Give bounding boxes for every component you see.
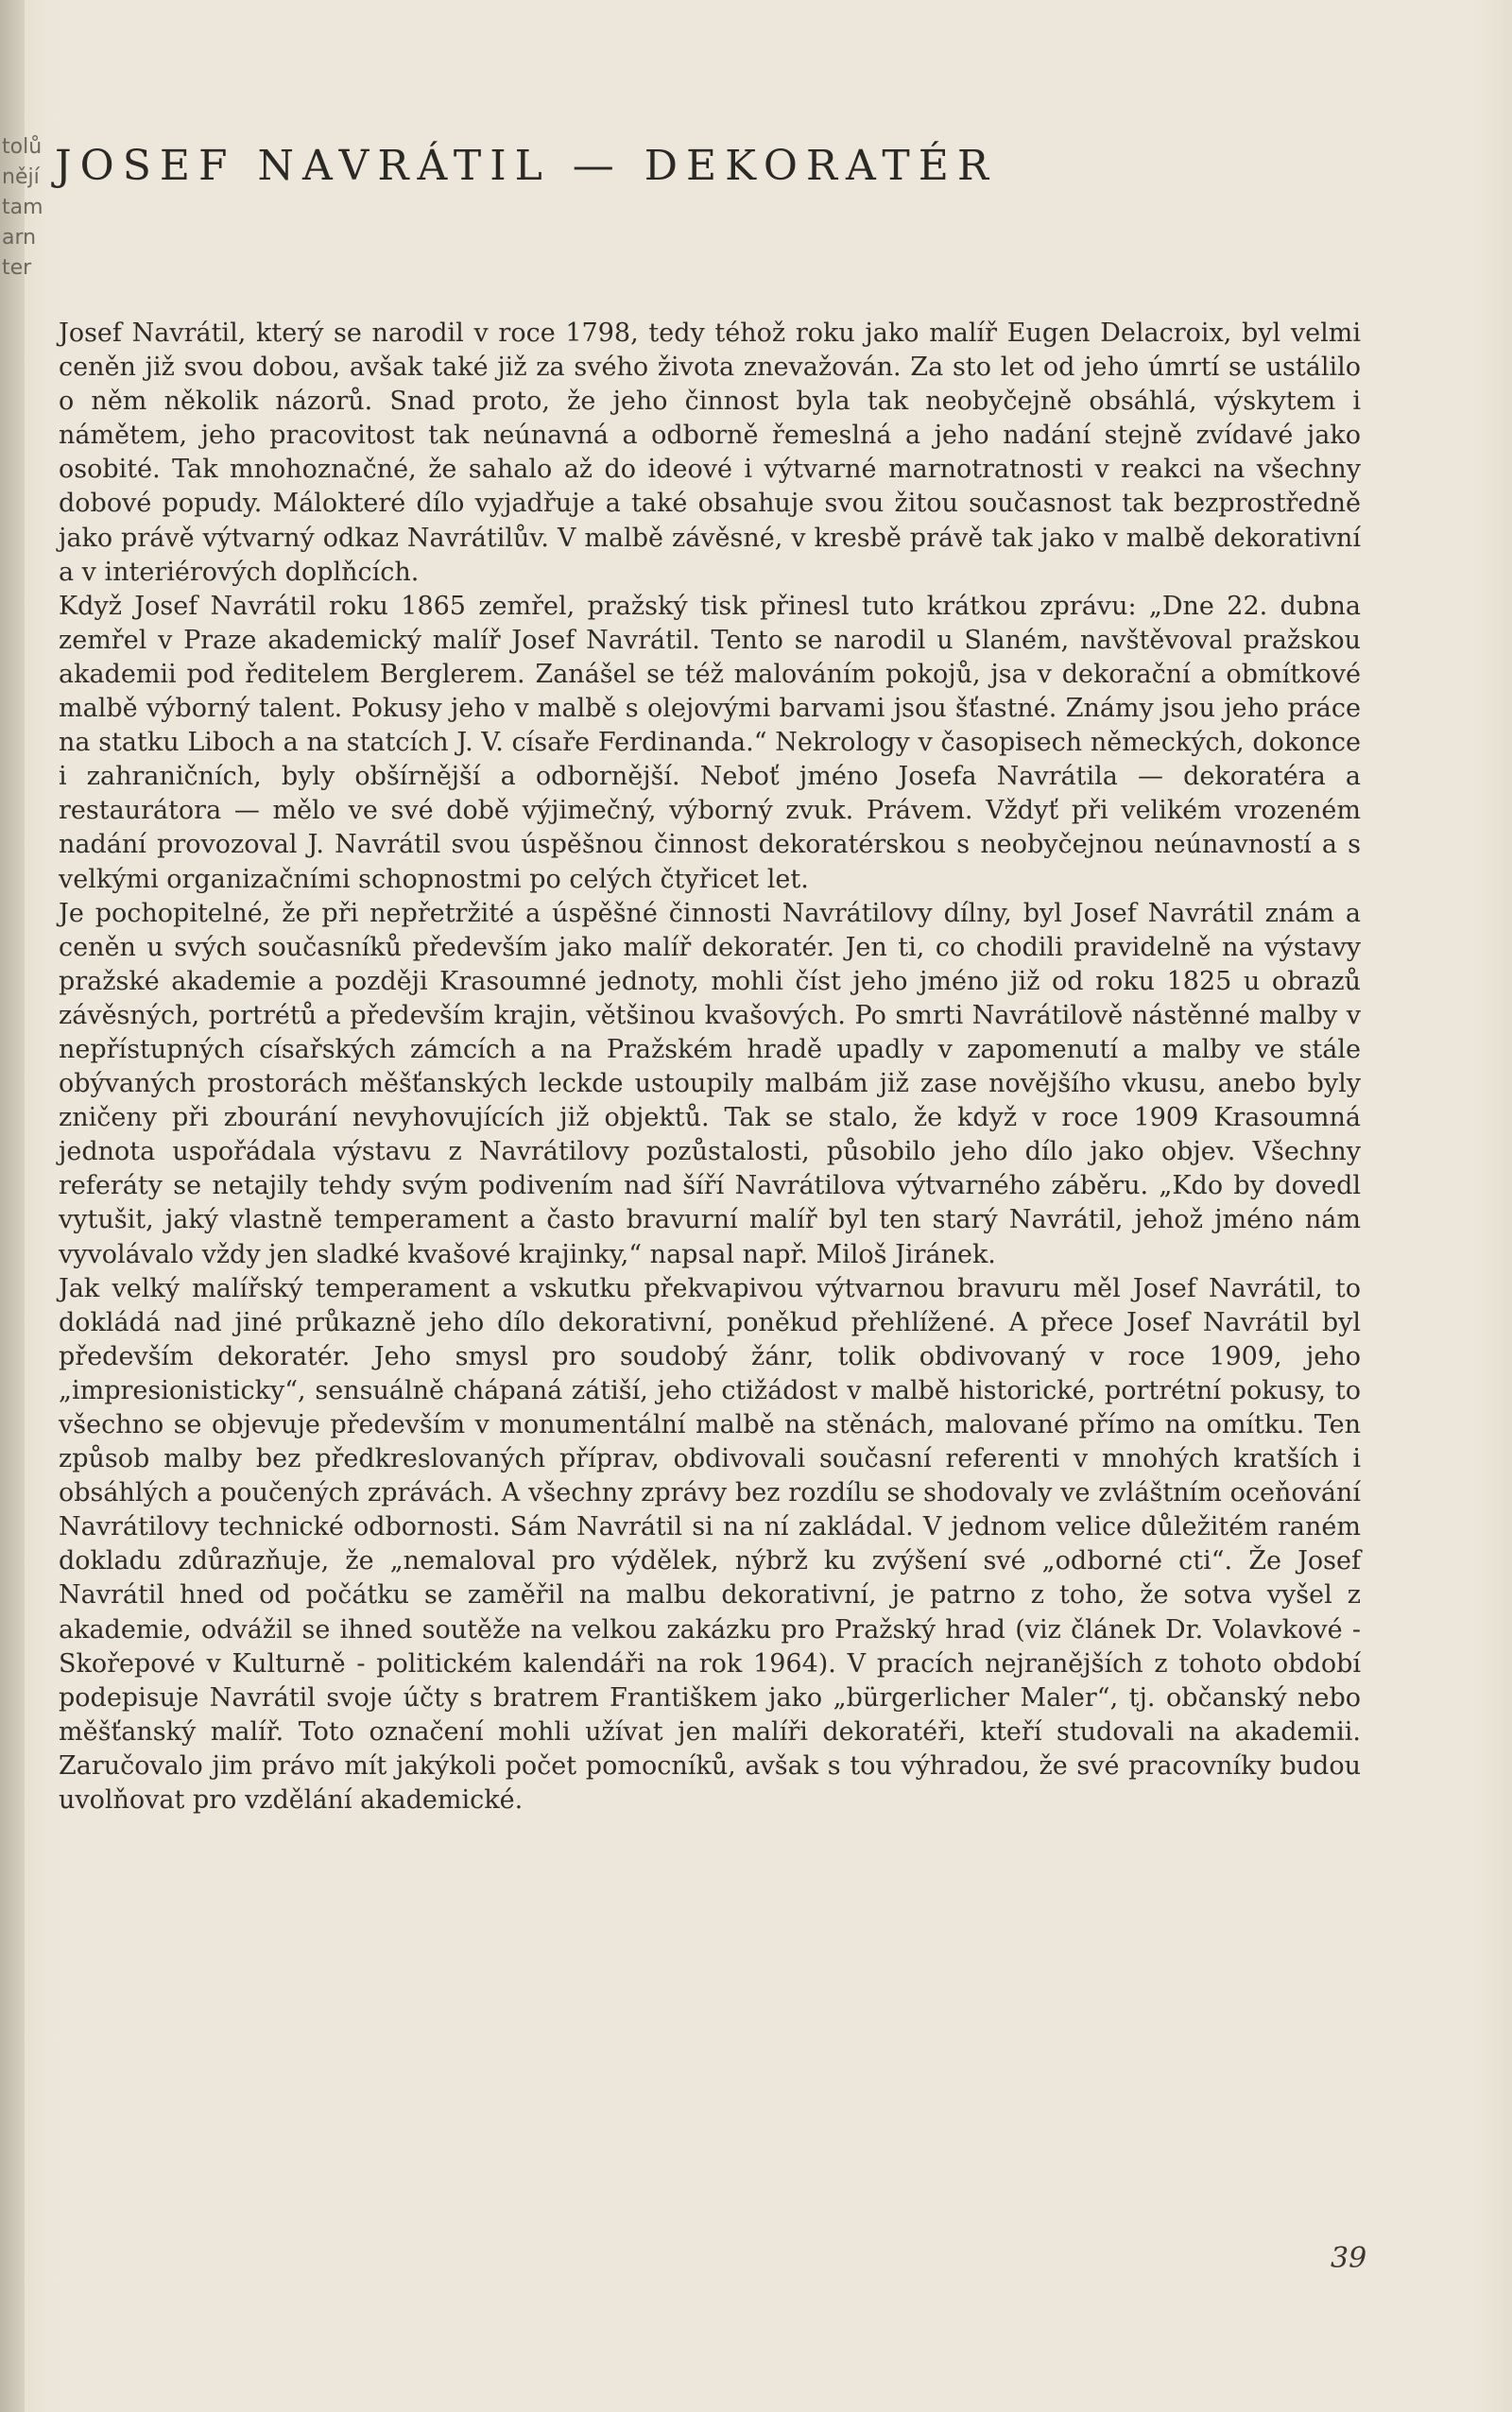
bleed-fragment: arn bbox=[2, 226, 37, 250]
paragraph-3: Je pochopitelné, že při nepřetržité a úspěšné činnosti Navrátilovy dílny, byl Josef Navrátil znám a ceněn u svých současníků především jako malíř dekoratér. Jen ti, co chodili pravidelně na výstavy pražské akademie a později Krasoumné jednoty, mohli číst jeho jméno již od roku 1825 u obrazů závěsných, portrétů a především krajin, většinou kvašových. Po smrti Navrátilově nástěnné malby v nepřístupných císařských zámcích a na Pražském hradě upadly v zapomenutí a malby ve stále obývaných prostorách měšťanských leckde ustoupily malbám již zase novějšího vkusu, anebo byly zničeny při zbourání nevyhovujících již objektů. Tak se stalo, že když v roce 1909 Krasoumná jednota uspořádala výstavu z Navrátilovy pozůstalosti, působilo jeho dílo jako objev. Všechny referáty se netajily tehdy svým podivením nad šíří Navrátilova výtvarného záběru. „Kdo by dovedl vytušit, jaký vlastně temperament a často bravurní malíř byl ten starý Navrátil, jehož jméno nám vyvolávalo vždy jen sladké kvašové krajinky,“ napsal např. Miloš Jiránek. bbox=[59, 898, 1361, 1269]
paragraph-1: Josef Navrátil, který se narodil v roce 1798, tedy téhož roku jako malíř Eugen Delacroix, byl velmi ceněn již svou dobou, avšak také již za svého života znevažován. Za sto let od jeho úmrtí se ustálilo o něm několik názorů. Snad proto, že jeho činnost byla tak neobyčejně obsáhlá, výskytem i námětem, jeho pracovitost tak neúnavná a odborně řemeslná a jeho nadání stejně zvídavé jako osobité. Tak mnohoznačné, že sahalo až do ideové i výtvarné marnotratnosti v reakci na všechny dobové popudy. Málokteré dílo vyjadřuje a také obsahuje svou žitou současnost tak bezprostředně jako právě výtvarný odkaz Navrátilův. V malbě závěsné, v kresbě právě tak jako v malbě dekorativní a v interiérových doplňcích. bbox=[59, 319, 1361, 587]
paragraph-2: Když Josef Navrátil roku 1865 zemřel, pražský tisk přinesl tuto krátkou zprávu: „Dne 22. dubna zemřel v Praze akademický malíř Josef Navrátil. Tento se narodil u Slaném, navštěvoval pražskou akademii pod ředitelem Berglerem. Zanášel se též malováním pokojů, jsa v dekorační a obmítkové malbě výborný talent. Pokusy jeho v malbě s olejovými barvami jsou šťastné. Známy jsou jeho práce na statku Liboch a na statcích J. V. císaře Ferdinanda.“ Nekrology v časopisech německých, dokonce i zahraničních, byly obšírnější a odbornější. Neboť jméno Josefa Navrátila — dekoratéra a restaurátora — mělo ve své době výjimečný, výborný zvuk. Právem. Vždyť při velikém vrozeném nadání provozoval J. Navrátil svou úspěšnou činnost dekoratérskou s neobyčejnou neúnavností a s velkými organizačními schopnostmi po celých čtyřicet let. bbox=[59, 591, 1361, 894]
article-body bbox=[59, 317, 1361, 1818]
bleed-fragment: tam bbox=[2, 196, 43, 219]
previous-page-bleed bbox=[2, 132, 47, 284]
article-heading: JOSEF NAVRÁTIL — DEKORATÉR bbox=[55, 142, 998, 190]
paragraph-4: Jak velký malířský temperament a vskutku překvapivou výtvarnou bravuru měl Josef Navrátil, to dokládá nad jiné průkazně jeho dílo dekorativní, poněkud přehlížené. A přece Josef Navrátil byl především dekoratér. Jeho smysl pro soudobý žánr, tolik obdivovaný v roce 1909, jeho „impresionisticky“, sensuálně chápaná zátiší, jeho ctižádost v malbě historické, portrétní pokusy, to všechno se objevuje především v monumentální malbě na stěnách, malované přímo na omítku. Ten způsob malby bez předkreslovaných příprav, obdivovali současní referenti v mnohých kratších i obsáhlých a poučených zprávách. A všechny zprávy bez rozdílu se shodovaly ve zvláštním oceňování Navrátilovy technické odbornosti. Sám Navrátil si na ní zakládal. V jednom velice důležitém raném dokladu zdůrazňuje, že „nemaloval pro výdělek, nýbrž ku zvýšení své „odborné cti“. Že Josef Navrátil hned od počátku se zaměřil na malbu dekorativní, je patrno z toho, že sotva vyšel z akademie, odvážil se ihned soutěže na velkou zakázku pro Pražský hrad (viz článek Dr. Volavkové - Skořepové v Kulturně - politickém kalendáři na rok 1964). V pracích nejranějších z tohoto období podepisuje Navrátil svoje účty s bratrem Františkem jako „bürgerlicher Maler“, tj. občanský nebo měšťanský malíř. Toto označení mohli užívat jen malíři dekoratéři, kteří studovali na akademii. Zaručovalo jim právo mít jakýkoli počet pomocníků, avšak s tou výhradou, že své pracovníky budou uvolňovat pro vzdělání akademické. bbox=[59, 1273, 1361, 1816]
bleed-fragment: tolů bbox=[2, 135, 43, 159]
bleed-fragment: nějí bbox=[2, 165, 40, 189]
gutter-shadow bbox=[0, 0, 25, 2412]
page-number: 39 bbox=[1331, 2242, 1367, 2275]
bleed-fragment: ter bbox=[2, 256, 32, 280]
